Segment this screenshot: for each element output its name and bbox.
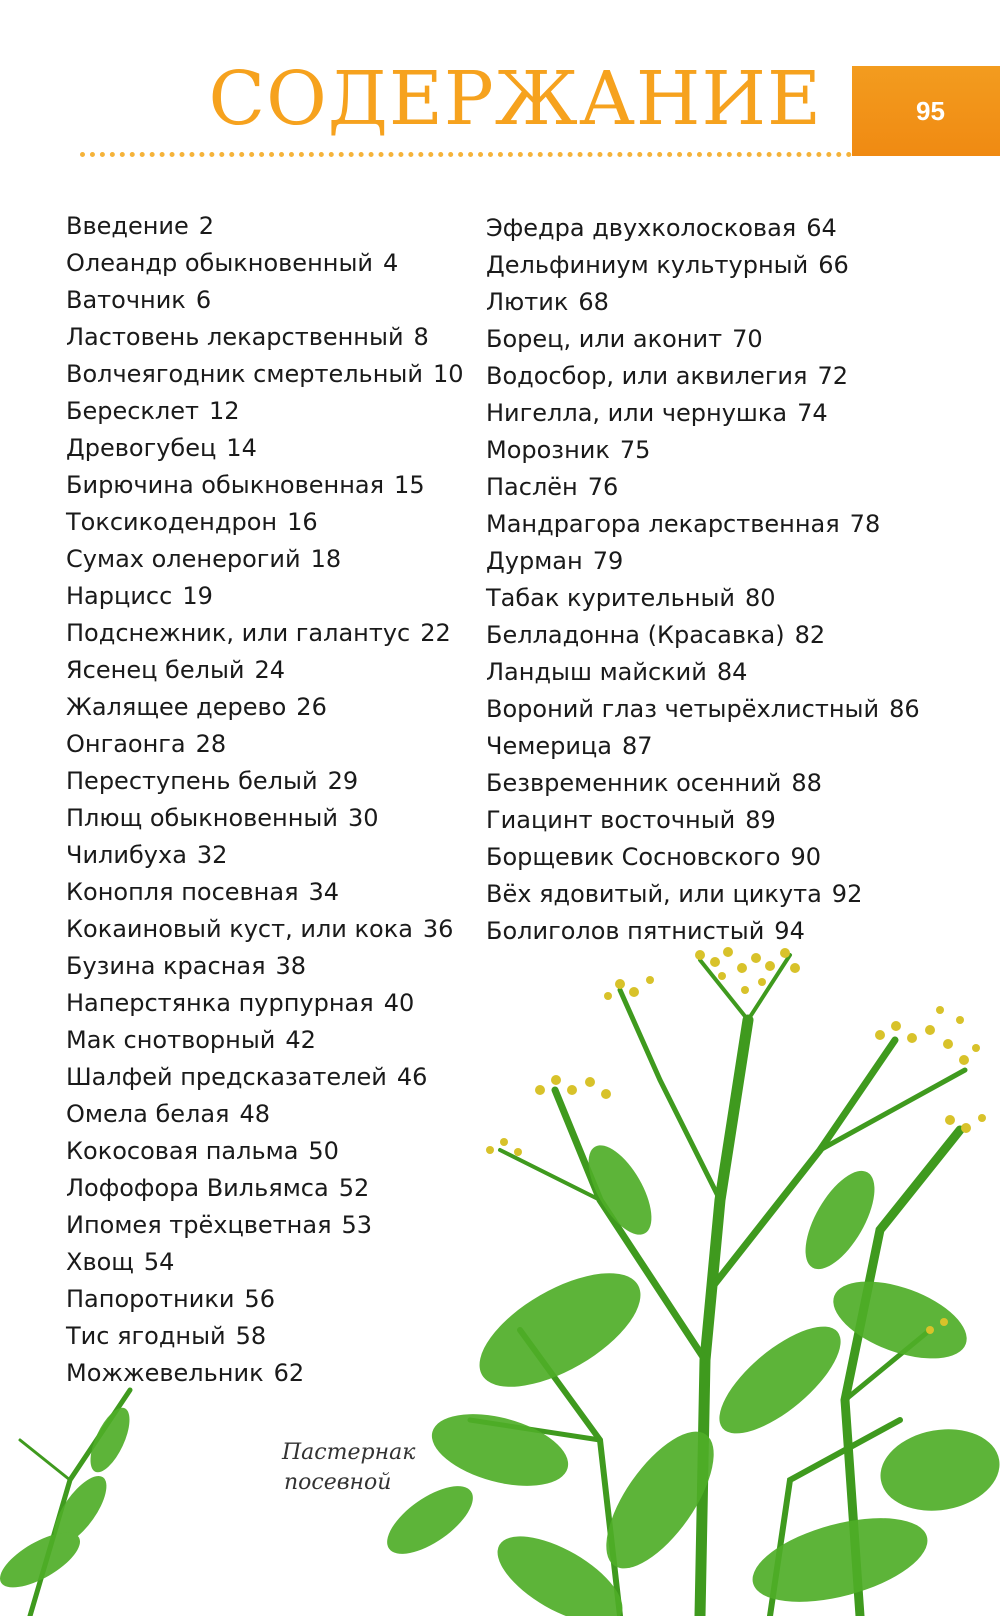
toc-entry-title: Плющ обыкновенный [66, 804, 338, 832]
toc-entry-title: Ипомея трёхцветная [66, 1211, 332, 1239]
toc-entry-page: 54 [143, 1248, 175, 1276]
toc-entry-page: 62 [273, 1359, 305, 1387]
toc-entry-title: Древогубец [66, 434, 217, 462]
toc-entry-title: Чилибуха [66, 841, 187, 869]
toc-entry-title: Болиголов пятнистый [486, 917, 765, 945]
toc-entry-title: Водосбор, или аквилегия [486, 362, 808, 390]
toc-entry-page: 52 [338, 1174, 370, 1202]
toc-entry-page: 78 [849, 510, 881, 538]
illustration-caption [282, 1438, 415, 1498]
toc-entry-title: Вороний глаз четырёхлистный [486, 695, 880, 723]
toc-entry-title: Олеандр обыкновенный [66, 249, 373, 277]
toc-entry-page: 58 [235, 1322, 267, 1350]
toc-entry-page: 4 [383, 249, 399, 277]
toc-entry-page: 24 [254, 656, 286, 684]
toc-entry-title: Табак курительный [486, 584, 735, 612]
page-number: 95 [916, 95, 945, 126]
toc-entry-title: Лофофора Вильямса [66, 1174, 329, 1202]
toc-entry-page: 84 [716, 658, 748, 686]
toc-entry-title: Шалфей предсказателей [66, 1063, 387, 1091]
toc-entry-page: 86 [889, 695, 920, 723]
toc-entry-page: 50 [308, 1137, 339, 1165]
toc-entry-page: 12 [209, 397, 240, 425]
toc-entry-title: Бузина красная [66, 952, 266, 980]
toc-entry-page: 28 [195, 730, 227, 758]
toc-entry-page: 79 [592, 547, 624, 575]
toc-entry-page: 15 [394, 471, 425, 499]
toc-entry-title: Бересклет [66, 397, 200, 425]
toc-entry-page: 18 [310, 545, 342, 573]
toc-entry-title: Ландыш майский [486, 658, 707, 686]
toc-entry-title: Нарцисс [66, 582, 173, 610]
toc-entry-page: 6 [195, 286, 212, 314]
toc-entry-page: 74 [797, 399, 828, 427]
toc-entry-page: 68 [578, 288, 609, 316]
toc-entry-page: 34 [308, 878, 340, 906]
toc-entry-page: 29 [327, 767, 359, 795]
toc-entry-page: 88 [791, 769, 822, 797]
toc-entry-title: Хвощ [66, 1248, 134, 1276]
toc-entry-title: Папоротники [66, 1285, 235, 1313]
toc-entry-page: 14 [226, 434, 257, 462]
caption-line-1: Пастернак [282, 1440, 416, 1465]
toc-entry-page: 92 [831, 880, 863, 908]
toc-entry-title: Тис ягодный [66, 1322, 226, 1350]
toc-entry-title: Токсикодендрон [66, 508, 278, 536]
toc-entry-page: 16 [287, 508, 318, 536]
toc-entry-title: Белладонна (Красавка) [486, 621, 785, 649]
toc-entry-page: 87 [621, 732, 653, 760]
toc-entry-title: Лютик [486, 288, 569, 316]
toc-entry-title: Паслён [486, 473, 578, 501]
toc-entry-page: 72 [817, 362, 849, 390]
toc-entry-page: 70 [732, 325, 763, 353]
toc-entry-title: Дурман [486, 547, 583, 575]
toc-entry-title: Омела белая [66, 1100, 230, 1128]
toc-entry-title: Ластовень лекарственный [66, 323, 404, 351]
toc-entry-title: Вёх ядовитый, или цикута [486, 880, 822, 908]
toc-entry-title: Конопля посевная [66, 878, 299, 906]
toc-entry-title: Жалящее дерево [66, 693, 287, 721]
toc-entry-page: 82 [794, 621, 826, 649]
toc-entry-page: 48 [239, 1100, 271, 1128]
toc-entry-page: 36 [422, 915, 454, 943]
toc-entry-title: Чемерица [486, 732, 612, 760]
toc-entry-title: Можжевельник [66, 1359, 264, 1387]
toc-entry-page: 80 [745, 584, 776, 612]
toc-entry-title: Нигелла, или чернушка [486, 399, 788, 427]
toc-entry-page: 2 [198, 212, 215, 240]
toc-entry-title: Ясенец белый [66, 656, 245, 684]
toc-entry-page: 19 [182, 582, 213, 610]
toc-entry-title: Дельфиниум культурный [486, 251, 809, 279]
toc-entry-page: 94 [774, 917, 805, 945]
toc-entry-page: 64 [806, 214, 837, 242]
toc-entry-title: Эфедра двухколосковая [486, 214, 797, 242]
toc-entry-page: 89 [745, 806, 776, 834]
toc-entry-title: Мандрагора лекарственная [486, 510, 840, 538]
toc-entry-page: 8 [413, 323, 429, 351]
toc-entry-page: 46 [396, 1063, 428, 1091]
toc-entry-title: Борщевик Сосновского [486, 843, 781, 871]
toc-entry-page: 90 [790, 843, 821, 871]
toc-entry-page: 22 [420, 619, 451, 647]
toc-entry-title: Кокосовая пальма [66, 1137, 299, 1165]
toc-entry-title: Кокаиновый куст, или кока [66, 915, 413, 943]
toc-entry-page: 40 [383, 989, 415, 1017]
toc-entry-page: 56 [244, 1285, 275, 1313]
parsnip-stems [20, 955, 965, 1616]
toc-entry-title: Бирючина обыкновенная [66, 471, 385, 499]
toc-entry-page: 26 [296, 693, 327, 721]
toc-entry-title: Морозник [486, 436, 610, 464]
toc-entry-title: Онгаонга [66, 730, 186, 758]
toc-entry-title: Волчеягодник смертельный [66, 360, 423, 388]
toc-entry-page: 10 [432, 360, 464, 388]
toc-entry-page: 75 [619, 436, 651, 464]
toc-entry-page: 53 [341, 1211, 373, 1239]
toc-entry-title: Переступень белый [66, 767, 318, 795]
toc-entry-page: 30 [347, 804, 379, 832]
toc-entry-page: 76 [587, 473, 619, 501]
toc-entry-title: Гиацинт восточный [486, 806, 736, 834]
toc-entry-title: Безвременник осенний [486, 769, 782, 797]
toc-entry-title: Ваточник [66, 286, 186, 314]
toc-entry-page: 32 [196, 841, 228, 869]
toc-entry-title: Мак снотворный [66, 1026, 276, 1054]
toc-entry-title: Наперстянка пурпурная [66, 989, 374, 1017]
toc-entry-page: 42 [285, 1026, 316, 1054]
toc-entry-title: Введение [66, 212, 189, 240]
page-title: СОДЕРЖАНИЕ [208, 56, 822, 142]
toc-entry-title: Сумах оленерогий [66, 545, 301, 573]
toc-entry-page: 66 [818, 251, 849, 279]
caption-line-2: посевной [284, 1470, 392, 1495]
toc-entry-page: 38 [275, 952, 307, 980]
toc-entry-title: Борец, или аконит [486, 325, 723, 353]
toc-entry-title: Подснежник, или галантус [66, 619, 411, 647]
